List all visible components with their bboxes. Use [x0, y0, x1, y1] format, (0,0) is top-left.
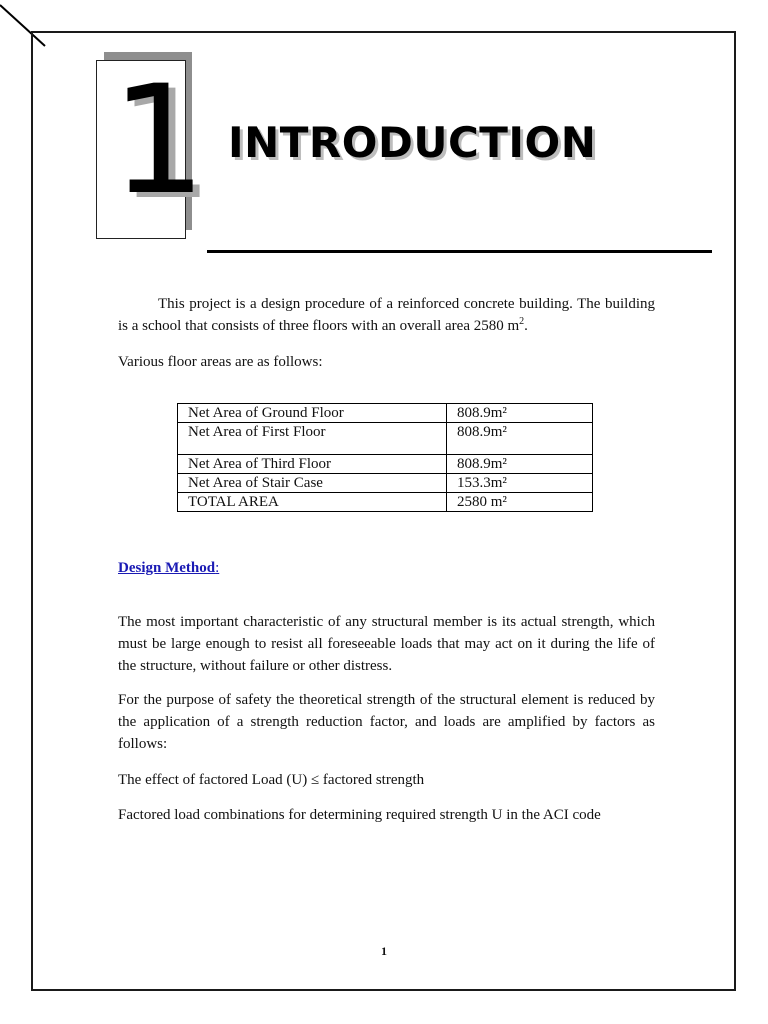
area-value: 808.9m² [447, 455, 593, 474]
table-row [178, 423, 593, 455]
page-number: 1 [381, 944, 387, 958]
design-method-heading [118, 560, 219, 577]
design-method-heading-text: Design Method [118, 560, 216, 576]
factored-load-statement: The effect of factored Load (U) ≤ factored strength [118, 772, 425, 788]
area-label: TOTAL AREA [178, 493, 447, 512]
area-value: 808.9m² [447, 404, 593, 423]
table-row [178, 455, 593, 474]
area-label: Net Area of First Floor [178, 423, 447, 455]
intro-text: This project is a design procedure of a reinforced concrete building. The building is a school that consists of three floors with an overall area 2580 m [118, 296, 655, 334]
floor-areas-intro: Various floor areas are as follows: [118, 354, 323, 370]
strength-paragraph: The most important characteristic of any structural member is its actual strength, which must be large enough to resist all foreseeable loads that may act on it during the life of the structure, without failure or other distress. [118, 614, 655, 674]
chapter-number: 1 [111, 54, 207, 228]
area-value: 808.9m² [447, 423, 593, 455]
area-label: Net Area of Stair Case [178, 474, 447, 493]
chapter-title: INTRODUCTION [228, 118, 597, 167]
area-value: 153.3m² [447, 474, 593, 493]
table-row [178, 474, 593, 493]
table-row [178, 493, 593, 512]
area-unit-superscript: 2 [519, 316, 525, 327]
intro-paragraph [118, 293, 655, 337]
table-row [178, 404, 593, 423]
area-label: Net Area of Third Floor [178, 455, 447, 474]
area-value: 2580 m² [447, 493, 593, 512]
design-method-colon: : [215, 560, 220, 576]
safety-paragraph: For the purpose of safety the theoretical strength of the structural element is reduced by the application of a strength reduction factor, and loads are amplified by factors as follows: [118, 692, 655, 752]
load-combinations-paragraph: Factored load combinations for determining required strength U in the ACI code [118, 807, 601, 823]
intro-end: . [524, 318, 528, 334]
chapter-number-box [96, 54, 207, 239]
area-label: Net Area of Ground Floor [178, 404, 447, 423]
title-underline-rule [207, 250, 712, 253]
floor-area-table [177, 403, 593, 512]
